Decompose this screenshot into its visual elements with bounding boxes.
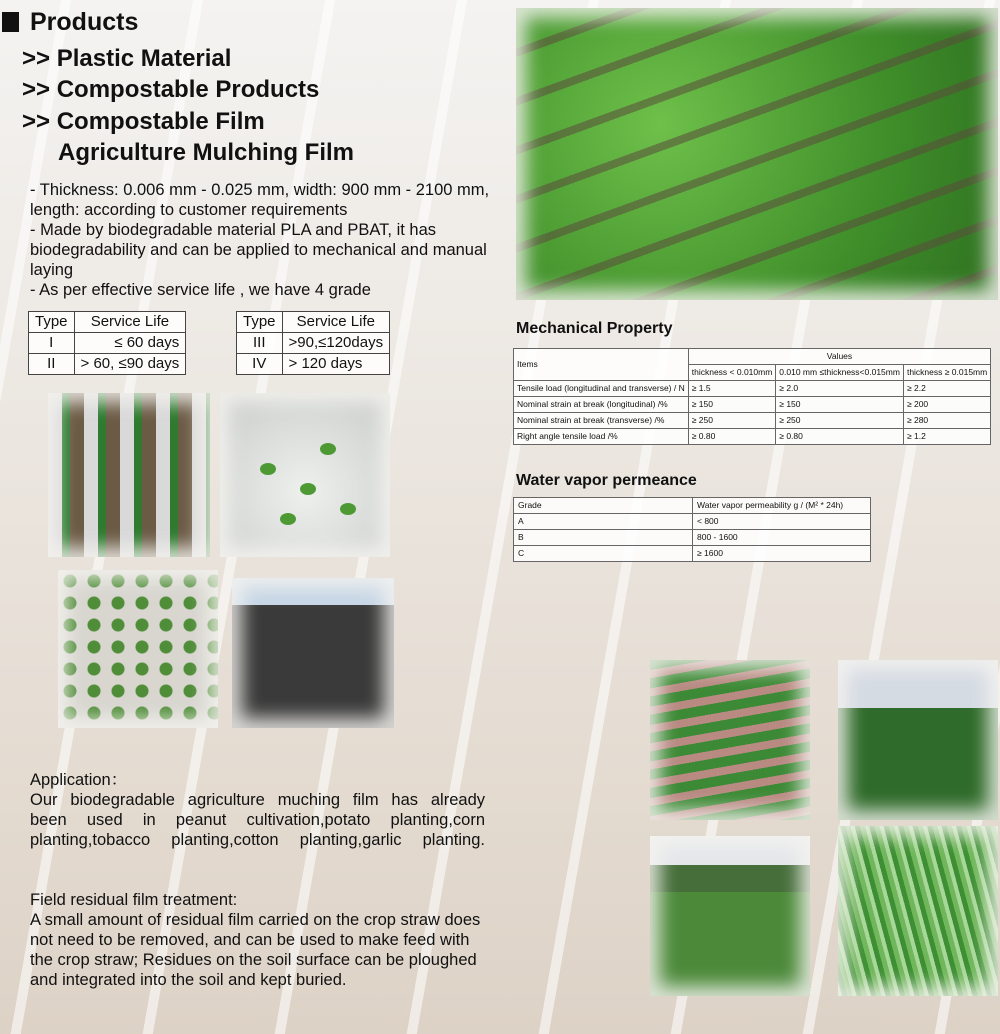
grade-service-life: ≤ 60 days	[74, 333, 186, 354]
grade-type: III	[237, 333, 283, 354]
application-line: Our biodegradable agriculture muching film has already	[30, 791, 485, 809]
permeability-header: Water vapor permeability g / (M² * 24h)	[693, 498, 871, 514]
mechanical-property-title: Mechanical Property	[516, 320, 673, 337]
grade-label: B	[514, 530, 693, 546]
water-vapor-table	[513, 497, 871, 562]
item-value: ≥ 250	[688, 413, 776, 429]
table-row	[514, 381, 991, 397]
item-value: ≥ 1.5	[688, 381, 776, 397]
greenhouse-photo	[650, 660, 810, 820]
thickness-header: 0.010 mm ≤thickness<0.015mm	[776, 365, 904, 381]
service-life-table-1	[28, 311, 186, 375]
grade-value: 800 - 1600	[693, 530, 871, 546]
item-value: ≥ 250	[776, 413, 904, 429]
table-row	[514, 397, 991, 413]
item-label: Nominal strain at break (transverse) /%	[514, 413, 689, 429]
item-value: ≥ 0.80	[776, 429, 904, 445]
table-row	[514, 530, 871, 546]
item-value: ≥ 0.80	[688, 429, 776, 445]
item-value: ≥ 200	[903, 397, 990, 413]
breadcrumb-compostable-products[interactable]: >> Compostable Products	[22, 76, 320, 103]
grade-value: ≥ 1600	[693, 546, 871, 562]
crop-field-photo	[838, 660, 998, 820]
description-grades: - As per effective service life , we have 4 grade	[30, 281, 371, 299]
service-life-header: Service Life	[74, 312, 186, 333]
item-label: Right angle tensile load /%	[514, 429, 689, 445]
grade-label: C	[514, 546, 693, 562]
grade-type: I	[29, 333, 75, 354]
thickness-header: thickness < 0.010mm	[688, 365, 776, 381]
service-life-header: Service Life	[282, 312, 390, 333]
item-label: Nominal strain at break (longitudinal) /%	[514, 397, 689, 413]
square-bullet-icon	[2, 12, 19, 32]
page-title: Products	[30, 8, 139, 36]
grade-type: IV	[237, 354, 283, 375]
type-header: Type	[237, 312, 283, 333]
breadcrumb-agriculture-mulching-film: Agriculture Mulching Film	[58, 139, 355, 166]
seedlings-on-film-photo	[220, 393, 390, 557]
mechanical-property-table	[513, 348, 991, 445]
service-life-table-2	[236, 311, 390, 375]
item-value: ≥ 2.0	[776, 381, 904, 397]
product-description	[30, 180, 500, 300]
description-thickness: - Thickness: 0.006 mm - 0.025 mm, width: 900 mm - 2100 mm, length: according to customer requirements	[30, 181, 490, 219]
grade-service-life: > 120 days	[282, 354, 390, 375]
thickness-header: thickness ≥ 0.015mm	[903, 365, 990, 381]
water-vapor-title: Water vapor permeance	[516, 472, 697, 489]
item-value: ≥ 1.2	[903, 429, 990, 445]
grade-value: < 800	[693, 514, 871, 530]
type-header: Type	[29, 312, 75, 333]
description-material: - Made by biodegradable material PLA and PBAT, it has biodegradability and can be applied to mechanical and manual laying	[30, 221, 487, 279]
item-value: ≥ 2.2	[903, 381, 990, 397]
grade-label: A	[514, 514, 693, 530]
item-value: ≥ 280	[903, 413, 990, 429]
application-line: planting,tobacco planting,cotton planting,garlic planting.	[30, 831, 485, 849]
items-header: Items	[514, 349, 689, 381]
strawberry-film-photo	[58, 570, 218, 728]
open-field-photo	[650, 836, 810, 996]
grade-header: Grade	[514, 498, 693, 514]
field-residual-section	[30, 890, 490, 990]
breadcrumb-compostable-film[interactable]: >> Compostable Film	[22, 108, 265, 135]
item-label: Tensile load (longitudinal and transverse) / N	[514, 381, 689, 397]
table-row	[514, 429, 991, 445]
item-value: ≥ 150	[776, 397, 904, 413]
black-film-row-photo	[232, 578, 394, 728]
garlic-photo	[838, 826, 998, 996]
table-row	[514, 546, 871, 562]
table-row	[514, 514, 871, 530]
item-value: ≥ 150	[688, 397, 776, 413]
field-body: A small amount of residual film carried on the crop straw does not need to be removed, and can be used to make feed with the crop straw; Residues on the soil surface can be ploughed and integrated into the soil and kept buried.	[30, 911, 481, 989]
field-heading: Field residual film treatment:	[30, 891, 238, 909]
application-section	[30, 770, 485, 850]
application-line: been used in peanut cultivation,potato planting,corn	[30, 811, 485, 829]
grade-service-life: >90,≤120days	[282, 333, 390, 354]
peanut-field-photo	[516, 8, 998, 300]
breadcrumb-plastic-material[interactable]: >> Plastic Material	[22, 45, 232, 72]
grade-service-life: > 60, ≤90 days	[74, 354, 186, 375]
application-heading: Application：	[30, 771, 128, 789]
grade-type: II	[29, 354, 75, 375]
mulched-rows-photo	[48, 393, 210, 557]
values-header: Values	[688, 349, 990, 365]
table-row	[514, 413, 991, 429]
